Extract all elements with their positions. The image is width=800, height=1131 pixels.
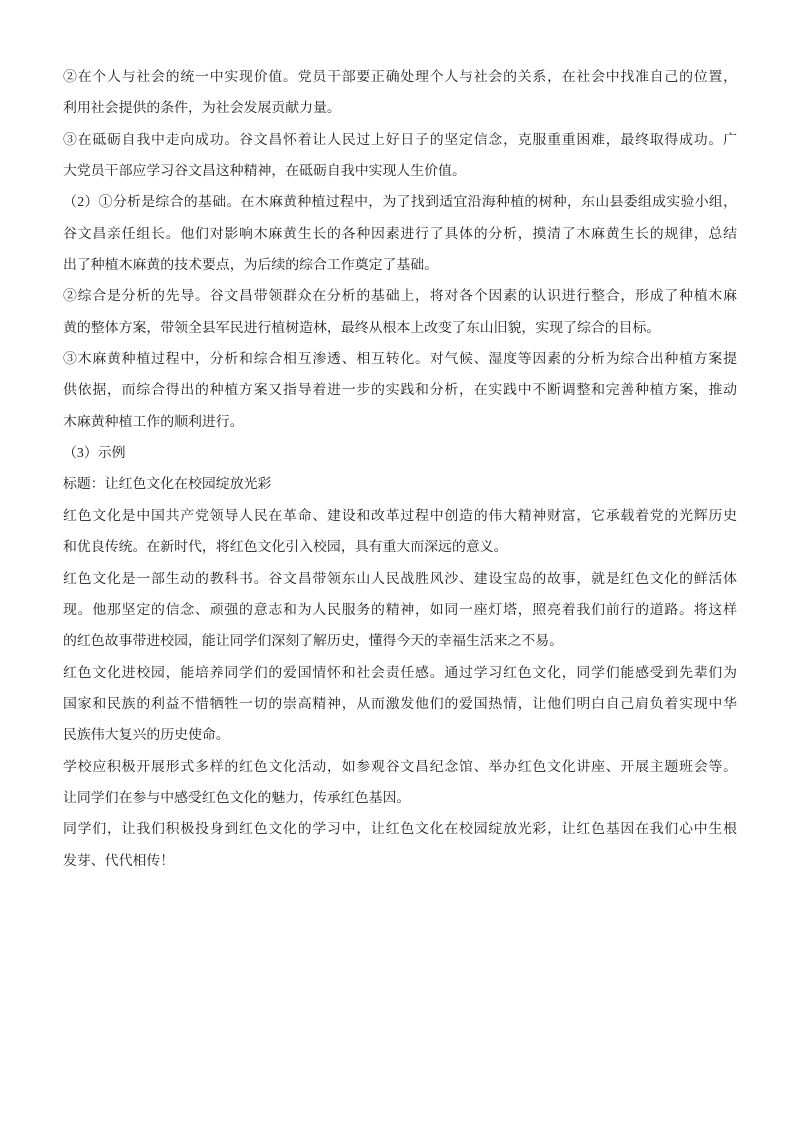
text-line: 大党员干部应学习谷文昌这种精神，在砥砺自我中实现人生价值。 [63, 164, 466, 180]
text-line: ③在砥砺自我中走向成功。谷文昌怀着让人民过上好日子的坚定信念，克服重重困难，最终取得成功。广 [63, 132, 737, 148]
text-line: 红色文化是中国共产党领导人民在革命、建设和改革过程中创造的伟大精神财富，它承载着党的光辉历史 [63, 508, 737, 524]
text-line: 和优良传统。在新时代，将红色文化引入校园，具有重大而深远的意义。 [63, 540, 508, 556]
document-body [63, 62, 737, 877]
text-line: 木麻黄种植工作的顺利进行。 [63, 414, 244, 430]
text-line: 谷文昌亲任组长。他们对影响木麻黄生长的各种因素进行了具体的分析，摸清了木麻黄生长的规律，总结 [63, 226, 737, 242]
text-line: 利用社会提供的条件，为社会发展贡献力量。 [63, 101, 341, 117]
text-line: ③木麻黄种植过程中，分析和综合相互渗透、相互转化。对气候、湿度等因素的分析为综合出种植方案提 [63, 352, 737, 368]
text-line: 出了种植木麻黄的技术要点，为后续的综合工作奠定了基础。 [63, 258, 439, 274]
text-line: 红色文化进校园，能培养同学们的爱国情怀和社会责任感。通过学习红色文化，同学们能感受到先辈们为 [63, 665, 737, 681]
text-line: 供依据，而综合得出的种植方案又指导着进一步的实践和分析，在实践中不断调整和完善种植方案，推动 [63, 383, 737, 399]
text-line: 同学们，让我们积极投身到红色文化的学习中，让红色文化在校园绽放光彩，让红色基因在我们心中生根 [63, 822, 737, 838]
text-line: 黄的整体方案，带领全县军民进行植树造林，最终从根本上改变了东山旧貌，实现了综合的目标。 [63, 320, 661, 336]
answer-part-label: （3）示例 [63, 446, 126, 462]
text-line: （2）①分析是综合的基础。在木麻黄种植过程中，为了找到适宜沿海种植的树种，东山县委组成实验小组， [63, 195, 737, 211]
essay-title-line: 标题：让红色文化在校园绽放光彩 [63, 477, 272, 493]
text-line: 让同学们在参与中感受红色文化的魅力，传承红色基因。 [63, 790, 411, 806]
text-line: 发芽、代代相传！ [63, 853, 175, 869]
text-line: ②综合是分析的先导。谷文昌带领群众在分析的基础上，将对各个因素的认识进行整合，形成了种植木麻 [63, 289, 737, 305]
text-line: 的红色故事带进校园，能让同学们深刻了解历史，懂得今天的幸福生活来之不易。 [63, 634, 564, 650]
text-line: 民族伟大复兴的历史使命。 [63, 728, 230, 744]
text-line: 国家和民族的利益不惜牺牲一切的崇高精神，从而激发他们的爱国热情，让他们明白自己肩负着实现中华 [63, 696, 737, 712]
text-line: 现。他那坚定的信念、顽强的意志和为人民服务的精神，如同一座灯塔，照亮着我们前行的道路。将这样 [63, 602, 737, 618]
text-line: 红色文化是一部生动的教科书。谷文昌带领东山人民战胜风沙、建设宝岛的故事，就是红色文化的鲜活体 [63, 571, 737, 587]
text-line: ②在个人与社会的统一中实现价值。党员干部要正确处理个人与社会的关系，在社会中找准自己的位置， [63, 70, 737, 85]
text-line: 学校应积极开展形式多样的红色文化活动，如参观谷文昌纪念馆、举办红色文化讲座、开展主题班会等。 [63, 759, 737, 775]
